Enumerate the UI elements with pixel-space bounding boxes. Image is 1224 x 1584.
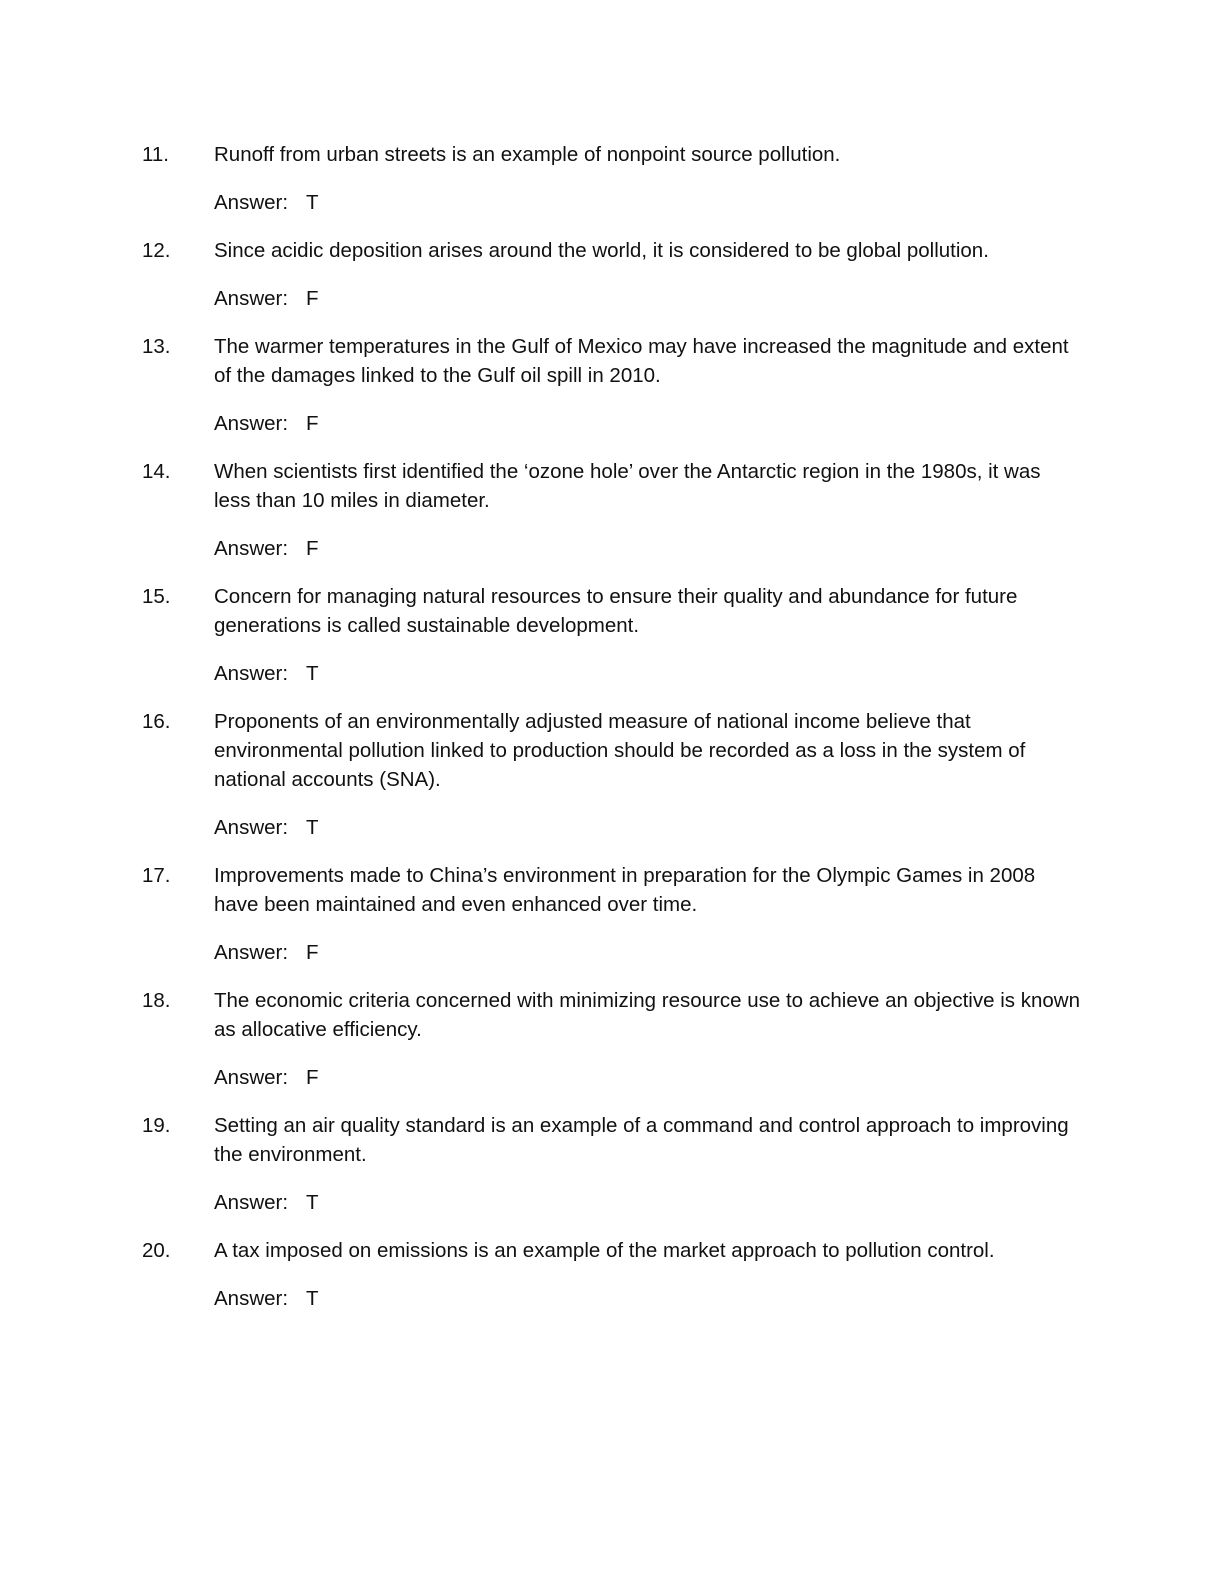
question-item — [142, 707, 1082, 842]
question-text: Proponents of an environmentally adjusted measure of national income believe that environmental pollution linked to production should be recorded as a loss in the system of national accounts (SNA). — [214, 710, 1026, 791]
question-text: Runoff from urban streets is an example of nonpoint source pollution. — [214, 143, 841, 166]
answer-label: Answer: — [214, 941, 289, 964]
answer-label: Answer: — [214, 537, 289, 560]
answer-value: T — [306, 1191, 319, 1214]
question-number: 11. — [142, 143, 169, 166]
question-item — [142, 332, 1082, 438]
question-text: The warmer temperatures in the Gulf of Mexico may have increased the magnitude and extent of the damages linked to the Gulf oil spill in 2010. — [214, 335, 1069, 387]
question-number: 20. — [142, 1239, 171, 1262]
answer-value: F — [306, 1066, 319, 1089]
answer-value: F — [306, 287, 319, 310]
answer-label: Answer: — [214, 412, 289, 435]
question-item — [142, 1236, 1082, 1313]
question-number: 19. — [142, 1114, 171, 1137]
answer-label: Answer: — [214, 662, 289, 685]
question-text: When scientists first identified the ‘ozone hole’ over the Antarctic region in the 1980s, it was less than 10 miles in diameter. — [214, 460, 1041, 512]
question-item — [142, 986, 1082, 1092]
answer-value: F — [306, 537, 319, 560]
question-text: A tax imposed on emissions is an example of the market approach to pollution control. — [214, 1239, 995, 1262]
answer-label: Answer: — [214, 1191, 289, 1214]
question-text: Since acidic deposition arises around the world, it is considered to be global pollution. — [214, 239, 989, 262]
answer-value: T — [306, 662, 319, 685]
question-number: 18. — [142, 989, 171, 1012]
answer-value: T — [306, 191, 319, 214]
question-item — [142, 236, 1082, 313]
question-item — [142, 1111, 1082, 1217]
answer-label: Answer: — [214, 1066, 289, 1089]
question-number: 14. — [142, 460, 171, 483]
answer-label: Answer: — [214, 1287, 289, 1310]
question-item — [142, 861, 1082, 967]
question-number: 17. — [142, 864, 171, 887]
answer-label: Answer: — [214, 191, 289, 214]
question-item — [142, 582, 1082, 688]
question-item — [142, 457, 1082, 563]
question-number: 12. — [142, 239, 171, 262]
question-text: Concern for managing natural resources to ensure their quality and abundance for future generations is called sustainable development. — [214, 585, 1018, 637]
question-list — [142, 140, 1082, 1313]
answer-value: T — [306, 816, 319, 839]
answer-value: F — [306, 412, 319, 435]
answer-value: T — [306, 1287, 319, 1310]
question-text: Setting an air quality standard is an example of a command and control approach to improving the environment. — [214, 1114, 1069, 1166]
question-number: 16. — [142, 710, 171, 733]
question-text: The economic criteria concerned with minimizing resource use to achieve an objective is known as allocative efficiency. — [214, 989, 1080, 1041]
question-item — [142, 140, 1082, 217]
question-number: 13. — [142, 335, 171, 358]
question-number: 15. — [142, 585, 171, 608]
question-text: Improvements made to China’s environment in preparation for the Olympic Games in 2008 have been maintained and even enhanced over time. — [214, 864, 1036, 916]
answer-label: Answer: — [214, 287, 289, 310]
answer-value: F — [306, 941, 319, 964]
answer-label: Answer: — [214, 816, 289, 839]
